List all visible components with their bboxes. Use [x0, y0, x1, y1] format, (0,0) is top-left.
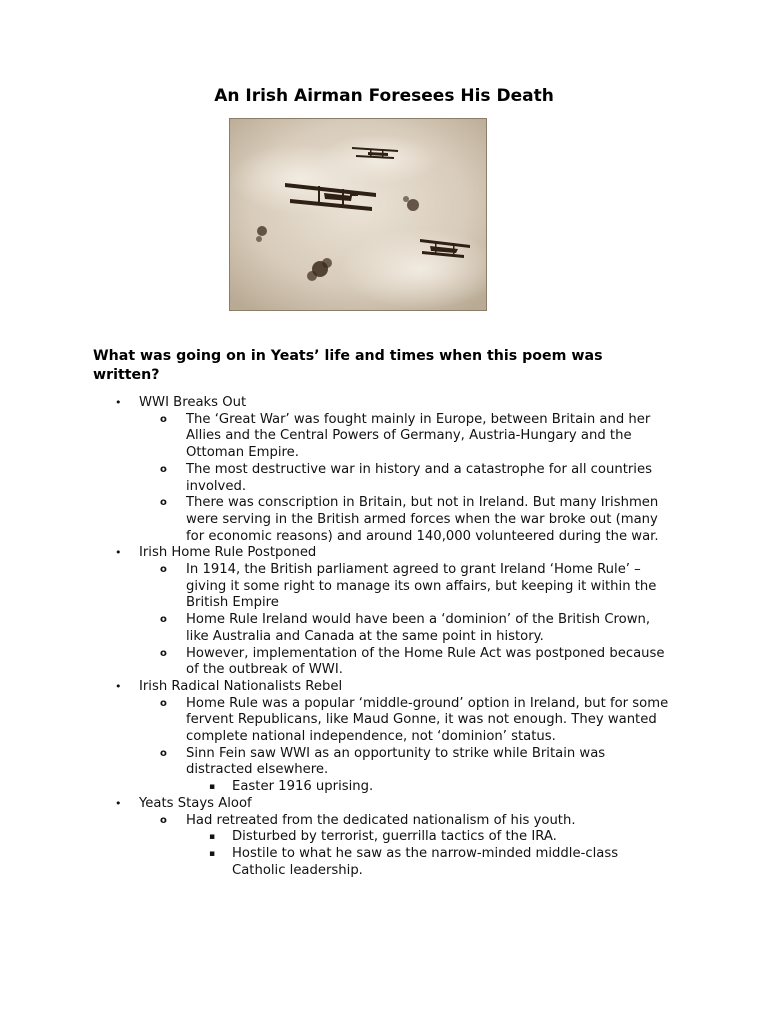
item-text: The ‘Great War’ was fought mainly in Europe, between Britain and her Allies and the Central Powers of Germany, Austria-Hungary and the Ottoman Empire.: [186, 411, 651, 461]
item-text: In 1914, the British parliament agreed to grant Ireland ‘Home Rule’ – giving it some right to manage its own affairs, but keeping it within the British Empire: [186, 562, 657, 611]
item-text: There was conscription in Britain, but not in Ireland. But many Irishmen were serving in the British armed forces when the war broke out (many for economic reasons) and around 140,000 volunteered during the war.: [186, 495, 659, 544]
list-item: [0, 696, 670, 746]
section-heading: What was going on in Yeats’ life and times when this poem was written?: [93, 348, 603, 383]
bullet-circle: o: [160, 697, 167, 709]
list-item: [0, 796, 768, 813]
level1-list: [0, 395, 768, 879]
list-item: [0, 679, 768, 696]
item-text: Sinn Fein saw WWI as an opportunity to strike while Britain was distracted elsewhere.: [186, 745, 606, 778]
bullet-disc: •: [115, 546, 122, 560]
list-item: [0, 646, 670, 679]
subitem-text: Disturbed by terrorist, guerrilla tactics of the IRA.: [232, 829, 557, 845]
bullet-disc: •: [115, 679, 122, 693]
bullet-circle: o: [160, 463, 167, 475]
bullet-circle: o: [160, 413, 167, 425]
bullet-circle: o: [160, 747, 167, 759]
section-label: Yeats Stays Aloof: [139, 795, 252, 811]
list-item: [0, 813, 670, 830]
bullet-circle: o: [160, 814, 167, 826]
list-item: [0, 846, 672, 879]
list-item: [0, 395, 768, 412]
biplanes-photo-image: [230, 119, 486, 310]
bullet-square: ▪: [209, 782, 216, 793]
section-label: WWI Breaks Out: [139, 395, 247, 410]
list-item: [0, 562, 670, 612]
item-text: Home Rule Ireland would have been a ‘dominion’ of the British Crown, like Australia and Canada at the same point in history.: [186, 612, 651, 644]
bullet-circle: o: [160, 497, 167, 509]
document-title: An Irish Airman Foresees His Death: [214, 86, 554, 106]
section-label: Irish Home Rule Postponed: [139, 545, 317, 561]
bullet-list: [0, 395, 768, 879]
list-item: [0, 412, 670, 462]
subitem-text: Hostile to what he saw as the narrow-minded middle-class Catholic leadership.: [232, 845, 619, 878]
list-item: [0, 462, 670, 495]
biplanes-photo: [229, 118, 487, 311]
bullet-circle: o: [160, 564, 167, 576]
list-item: [0, 495, 670, 545]
section-label: Irish Radical Nationalists Rebel: [139, 678, 343, 694]
item-text: However, implementation of the Home Rule Act was postponed because of the outbreak of WWI.: [186, 645, 665, 678]
list-item: [0, 829, 672, 846]
list-item: [0, 779, 672, 796]
bullet-disc: •: [115, 796, 122, 810]
item-text: Had retreated from the dedicated nationalism of his youth.: [186, 812, 576, 828]
bullet-square: ▪: [209, 832, 216, 843]
item-text: Home Rule was a popular ‘middle-ground’ option in Ireland, but for some fervent Republicans, like Maud Gonne, it was not enough. They wanted complete national independence, not ‘dominion’ status.: [186, 695, 669, 745]
bullet-disc: •: [115, 396, 122, 409]
list-item: [0, 545, 768, 562]
bullet-circle: o: [160, 614, 167, 626]
bullet-square: ▪: [209, 848, 216, 859]
item-text: The most destructive war in history and a catastrophe for all countries involved.: [186, 461, 652, 494]
bullet-circle: o: [160, 647, 167, 659]
subitem-text: Easter 1916 uprising.: [232, 779, 374, 795]
list-item: [0, 612, 670, 645]
list-item: [0, 746, 670, 779]
